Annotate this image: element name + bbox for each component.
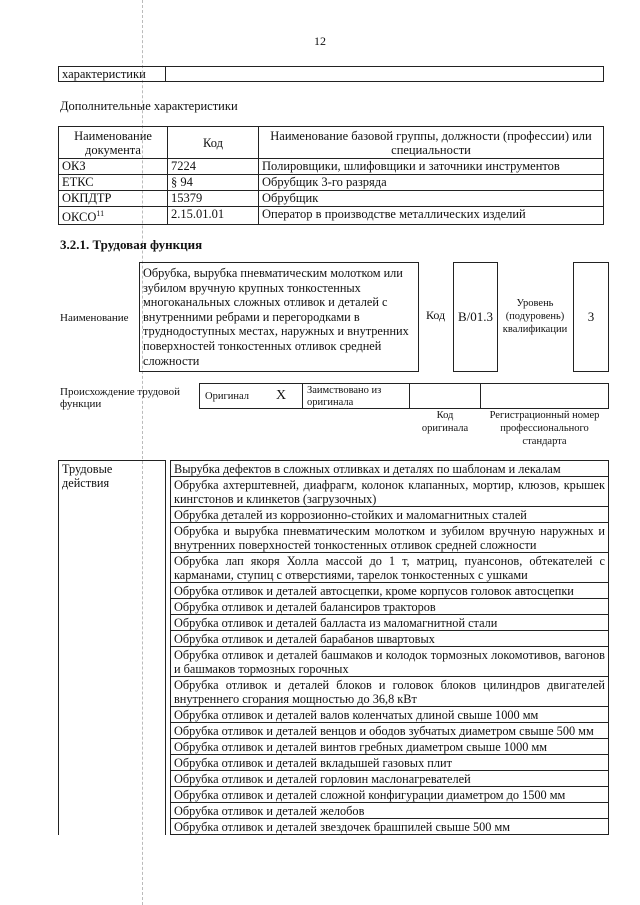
code-label: Код	[426, 308, 446, 322]
name-cell: Обрубщик 3-го разряда	[259, 175, 604, 191]
code-value-box	[453, 262, 498, 372]
code-cell: 15379	[168, 191, 259, 207]
qualification-level-value: 3	[587, 309, 595, 324]
origin-reg-number-box	[480, 383, 609, 409]
name-cell: Обрубщик	[259, 191, 604, 207]
origin-code-box	[409, 383, 481, 409]
original-label: Оригинал	[205, 391, 249, 402]
code-original-caption: Код оригинала	[421, 410, 469, 434]
origin-borrowed-box	[302, 383, 410, 409]
reg-number-caption: Регистрационный номер профессионального стандарта	[489, 410, 600, 447]
function-heading: 3.2.1. Трудовая функция	[60, 237, 203, 252]
table-row	[59, 159, 604, 175]
function-name-label: Наименование	[60, 312, 129, 324]
name-cell: Полировщики, шлифовщики и заточники инструментов	[259, 159, 604, 175]
labor-action-item: Обрубка и вырубка пневматическим молотком и зубилом вручную наружных и внутренних поверхностей тонкостенных отливок средней сложности	[171, 523, 609, 553]
doc-cell: ОКПДТР	[59, 191, 168, 207]
doc-cell: ЕТКС	[59, 175, 168, 191]
labor-action-item: Обрубка отливок и деталей звездочек брашпилей свыше 500 мм	[171, 819, 609, 835]
function-name-box	[139, 262, 419, 372]
labor-action-item: Обрубка ахтерштевней, диафрагм, колонок клапанных, мортир, клюзов, крышек кингстонов и клинкетов (загрузочных)	[171, 477, 609, 507]
borrowed-label: Заимствовано из оригинала	[307, 385, 382, 408]
labor-action-item: Обрубка отливок и деталей автосцепки, кроме корпусов головок автосцепки	[171, 583, 609, 599]
doc-name: ОКСО	[62, 210, 97, 225]
page-number: 12	[314, 34, 326, 48]
qualification-level-box	[573, 262, 609, 372]
labor-action-item: Обрубка отливок и деталей горловин маслонагревателей	[171, 771, 609, 787]
labor-action-item: Обрубка отливок и деталей балласта из маломагнитной стали	[171, 615, 609, 631]
labor-action-item: Обрубка отливок и деталей сложной конфигурации диаметром до 1500 мм	[171, 787, 609, 803]
labor-action-item: Обрубка деталей из коррозионно-стойких и маломагнитных сталей	[171, 507, 609, 523]
labor-action-item: Обрубка отливок и деталей башмаков и колодок тормозных локомотивов, вагонов и башмаков тормозных горочных	[171, 647, 609, 677]
characteristics-label: характеристики	[59, 67, 166, 82]
labor-actions-label: Трудовые действия	[59, 461, 166, 835]
labor-action-item: Обрубка отливок и деталей венцов и ободов зубчатых диаметром свыше 500 мм	[171, 723, 609, 739]
table-header-row	[59, 127, 604, 159]
characteristics-value	[166, 67, 604, 82]
labor-action-item: Обрубка отливок и деталей желобов	[171, 803, 609, 819]
additional-characteristics-table	[58, 126, 604, 225]
name-cell: Оператор в производстве металлических изделий	[259, 207, 604, 225]
labor-action-item: Обрубка отливок и деталей валов коленчатых длиной свыше 1000 мм	[171, 707, 609, 723]
doc-cell	[59, 207, 168, 225]
table-row	[59, 175, 604, 191]
function-name-text: Обрубка, вырубка пневматическим молотком или зубилом вручную крупных тонкостенных многоканальных сложных отливок и деталей с внутренними ребрами и перегородками в труднодоступных местах, наружных и внутренних поверхностей тонкостенных отливок средней сложности	[143, 266, 409, 368]
code-value: B/01.3	[457, 309, 494, 324]
code-cell: § 94	[168, 175, 259, 191]
labor-action-item: Обрубка отливок и деталей вкладышей газовых плит	[171, 755, 609, 771]
origin-label: Происхождение трудовой функции	[60, 386, 181, 410]
doc-cell: ОКЗ	[59, 159, 168, 175]
characteristics-row-table	[58, 66, 604, 82]
labor-actions-table	[58, 460, 609, 835]
header-name: Наименование базовой группы, должности (профессии) или специальности	[259, 127, 604, 159]
origin-original-box	[199, 383, 303, 409]
labor-action-item: Обрубка отливок и деталей барабанов швартовых	[171, 631, 609, 647]
labor-action-row	[59, 461, 609, 477]
additional-characteristics-title: Дополнительные характеристики	[60, 99, 238, 113]
labor-action-item: Обрубка отливок и деталей балансиров тракторов	[171, 599, 609, 615]
footnote-mark: 11	[96, 209, 105, 218]
code-cell: 2.15.01.01	[168, 207, 259, 225]
table-row	[59, 191, 604, 207]
table-row	[59, 207, 604, 225]
header-document: Наименование документа	[59, 127, 168, 159]
labor-action-item: Обрубка лап якоря Холла массой до 1 т, матриц, пуансонов, обтекателей с карманами, ступиц с отверстиями, тарелок тонкостенных с ушками	[171, 553, 609, 583]
code-cell: 7224	[168, 159, 259, 175]
header-code: Код	[168, 127, 259, 159]
labor-action-item: Обрубка отливок и деталей блоков и головок блоков цилиндров двигателей внутреннего сгорания мощностью до 36,8 кВт	[171, 677, 609, 707]
original-mark: X	[276, 388, 287, 403]
labor-action-item: Обрубка отливок и деталей винтов гребных диаметром свыше 1000 мм	[171, 739, 609, 755]
labor-action-item: Вырубка дефектов в сложных отливках и деталях по шаблонам и лекалам	[171, 461, 609, 477]
qualification-level-label: Уровень (подуровень) квалификации	[502, 298, 568, 335]
